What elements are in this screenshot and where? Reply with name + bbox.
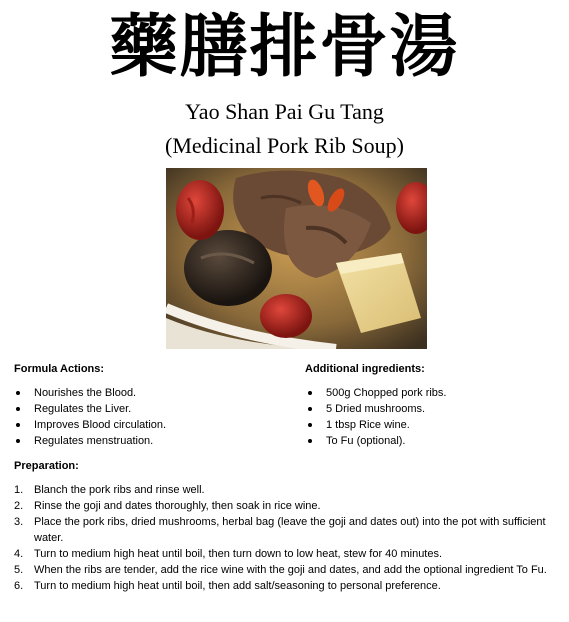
step-number: 4. <box>14 548 24 560</box>
step-number: 1. <box>14 484 24 496</box>
pinyin-title: Yao Shan Pai Gu Tang <box>185 99 384 124</box>
list-item: 1 tbsp Rice wine. <box>306 417 546 433</box>
step-item <box>14 482 549 498</box>
step-item <box>14 546 549 562</box>
additional-ingredients-heading: Additional ingredients: <box>305 363 425 375</box>
step-text: Rinse the goji and dates thoroughly, then soak in rice wine. <box>34 500 321 512</box>
list-item: 5 Dried mushrooms. <box>306 401 546 417</box>
step-item <box>14 562 549 578</box>
soup-photo <box>166 168 427 349</box>
step-item <box>14 498 549 514</box>
step-text: Blanch the pork ribs and rinse well. <box>34 484 205 496</box>
step-text: Turn to medium high heat until boil, then add salt/seasoning to personal preference. <box>34 580 441 592</box>
ingredients-list <box>306 385 546 449</box>
step-item <box>14 514 549 546</box>
step-item <box>14 578 549 594</box>
list-item: 500g Chopped pork ribs. <box>306 385 546 401</box>
english-title: (Medicinal Pork Rib Soup) <box>165 133 404 158</box>
preparation-heading: Preparation: <box>14 460 79 472</box>
list-item: Nourishes the Blood. <box>14 385 284 401</box>
step-text: When the ribs are tender, add the rice wine with the goji and dates, and add the optional ingredient To Fu. <box>34 564 547 576</box>
list-item: Regulates menstruation. <box>14 433 284 449</box>
preparation-steps <box>14 482 549 594</box>
list-item: To Fu (optional). <box>306 433 546 449</box>
formula-actions-heading: Formula Actions: <box>14 363 105 375</box>
list-item: Regulates the Liver. <box>14 401 284 417</box>
step-text: Turn to medium high heat until boil, then turn down to low heat, stew for 40 minutes. <box>34 548 443 560</box>
step-number: 2. <box>14 500 24 512</box>
step-number: 6. <box>14 580 24 592</box>
chinese-title: 藥膳排骨湯 <box>109 7 460 87</box>
step-number: 5. <box>14 564 24 576</box>
list-item: Improves Blood circulation. <box>14 417 284 433</box>
step-number: 3. <box>14 516 24 528</box>
formula-actions-list <box>14 385 284 449</box>
step-text: Place the pork ribs, dried mushrooms, herbal bag (leave the goji and dates out) into the pot with sufficient water. <box>34 516 546 544</box>
